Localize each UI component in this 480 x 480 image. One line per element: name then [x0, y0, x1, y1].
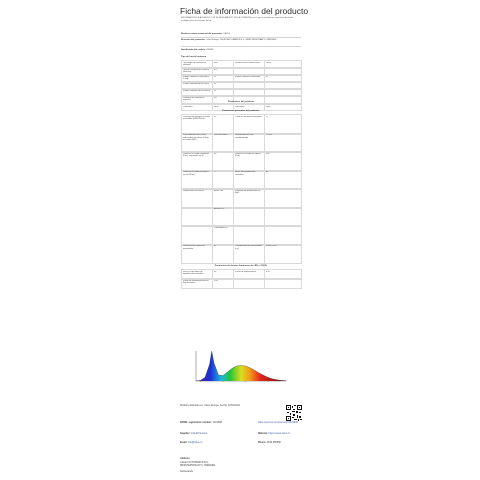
param-cell — [233, 151, 265, 172]
param-cell — [233, 188, 265, 209]
spectrum-area — [196, 351, 286, 381]
led-cell — [233, 278, 265, 289]
supplier-label: Nombre o marca comercial del proveedor: — [181, 33, 223, 35]
led-cell-text: Factor de supervivencia — [235, 270, 257, 273]
type-cell-text: Fuente luminosa de luz blanca: — [183, 89, 211, 92]
param-cell — [233, 225, 265, 246]
qr-code-icon — [286, 405, 302, 421]
param-cell-text: 0,00 — [266, 152, 270, 155]
supplier-row — [181, 33, 230, 36]
led-cell — [212, 278, 234, 289]
param-header-cell-text: Parámetro — [183, 105, 193, 108]
address-row — [181, 39, 301, 42]
eprel-value: 1419838 — [212, 421, 222, 424]
led-cell-text: 0,90 — [266, 270, 270, 273]
param-header-cell-text: Parámetro — [235, 105, 245, 108]
param-cell — [264, 133, 302, 154]
param-cell-text — [235, 227, 263, 245]
website-link[interactable]: https://www.calex.nl — [268, 432, 290, 435]
param-cell — [181, 207, 213, 228]
address-label: Dirección del proveedor: — [181, 39, 206, 41]
led-cell-text — [266, 280, 300, 288]
type-cell-text: Fuente luminosa de luz clara: — [183, 82, 210, 85]
param-cell — [233, 170, 265, 191]
type-cell-text: Tipo de casquillo de la fuente luminosa: — [183, 68, 209, 74]
param-cell-text: 80 — [266, 171, 269, 173]
spectrum-chart — [186, 348, 296, 388]
param-cell-text: Consumo de energía en modo encendido (kWh/1000 h) — [183, 115, 211, 121]
type-cell-text: Fuente luminosa conectable: — [235, 75, 261, 78]
led-cell-text — [235, 280, 263, 288]
param-cell-text: Coordenadas de cromaticidad (x y) — [235, 245, 262, 250]
param-cell — [181, 151, 213, 172]
param-cell — [212, 207, 234, 228]
page-title: Ficha de información del producto — [180, 6, 309, 16]
param-cell-text: Potencia en modo encendido (Pon), expresada en W — [183, 152, 209, 158]
model-label: Identificador del modelo: — [181, 49, 206, 51]
param-cell — [233, 133, 265, 154]
param-cell — [181, 170, 213, 191]
param-cell — [233, 114, 265, 135]
param-cell — [264, 244, 302, 265]
param-cell-text — [183, 227, 211, 245]
param-cell — [212, 170, 234, 191]
type-cell-text: Tecnología de iluminación utilizada: — [183, 61, 207, 67]
email-link[interactable]: info@calex.nl — [187, 441, 203, 444]
param-cell — [212, 244, 234, 265]
type-cell-text: SÍ — [266, 75, 268, 78]
type-cell-text: Fuente luminosa conectada a la red: — [183, 75, 210, 81]
param-cell — [264, 188, 302, 209]
address-footer-row — [180, 457, 190, 460]
param-cell-text: 40 — [214, 115, 217, 118]
supplier-footer-row — [180, 432, 207, 435]
param-header-cell-text: Valor — [214, 105, 219, 108]
param-cell — [212, 151, 234, 172]
param-cell — [212, 133, 234, 154]
param-cell-text: 40 — [214, 152, 217, 155]
param-cell — [181, 133, 213, 154]
param-cell-text — [183, 208, 211, 226]
param-cell-text: Anchura 95 — [214, 208, 225, 210]
type-cell-text: SÍ — [214, 82, 216, 85]
param-cell-text: Índice de reproducción cromática — [235, 171, 256, 176]
param-cell-text — [235, 208, 263, 226]
param-cell-text: Clase de eficiencia energética — [235, 115, 262, 118]
param-cell-text — [266, 227, 300, 245]
param-cell-text: 0,460 0,410 — [266, 245, 277, 247]
led-cell-text: 80 — [214, 270, 217, 273]
eprel-row — [180, 421, 222, 424]
param-cell-text: Potencia en modo de espera (Psb) — [235, 152, 261, 158]
section-led-heading: Parámetros de fuentes luminosas de LED y OLED: — [214, 265, 268, 267]
type-cell-text: NDLS — [266, 61, 272, 64]
param-cell — [233, 244, 265, 265]
divider — [181, 37, 301, 38]
model-row — [181, 49, 213, 52]
address-footer-value: CALEX AUTOMARKS B.V., MINISTERSTRAAT 6, WIERDEN — [180, 461, 216, 467]
param-cell — [212, 188, 234, 209]
param-cell-text: G — [266, 115, 268, 118]
type-cell-text: SÍ — [214, 75, 216, 78]
param-cell — [264, 225, 302, 246]
led-cell — [181, 278, 213, 289]
param-cell-text: 1960 en esfera — [214, 134, 228, 136]
country-value: Netherlands — [180, 470, 193, 473]
param-cell — [181, 244, 213, 265]
param-cell-text: Profundidad 95 — [214, 226, 228, 229]
type-cell-text: NO — [214, 96, 217, 99]
supplier-footer-value[interactable]: CALEX Europe — [191, 432, 208, 435]
param-cell — [181, 188, 213, 209]
type-cell-text: E27 — [214, 68, 218, 71]
section-general-heading: Parámetros generales del producto: — [222, 110, 260, 112]
phone-value: 0546 585858 — [266, 441, 281, 444]
led-cell-text: Factor de mantenimiento del flujo luminoso — [183, 279, 209, 285]
phone-label: Phone: — [258, 441, 267, 444]
param-cell-text: Flujo luminoso útil (Φuse), indicando si se refiere al flujo en esfera (360°) — [183, 134, 209, 142]
spectrum-svg — [186, 348, 296, 388]
param-cell — [181, 225, 213, 246]
param-cell — [264, 207, 302, 228]
eprel-link[interactable]: https://eprel.ec.europa.eu/qr/1419838 — [258, 421, 298, 424]
section-params-heading: Parámetros del producto — [228, 101, 254, 103]
param-cell-text: 2700 K — [266, 134, 273, 136]
type-cell-text: LED — [214, 61, 218, 64]
eprel-label: EPREL registration number: — [180, 421, 212, 424]
param-cell-text: Altura 140 — [214, 189, 224, 192]
param-cell-text: Temperatura de color correlacionada — [235, 134, 254, 139]
param-cell — [212, 114, 234, 135]
intro-text: INFORMACIÓN DE ACUERDO CON EL REGLAMENTO DE LA COMISIÓN por el que se establecen requisitos de diseño ecológico para las fuentes de luz — [181, 17, 294, 22]
param-cell-text — [266, 190, 300, 208]
param-cell — [264, 170, 302, 191]
divider — [181, 46, 301, 47]
param-cell — [181, 114, 213, 135]
generated-note: Modelo publicado por: Calex Europe, Fecha: 07/02/2022 — [180, 404, 240, 407]
supplier-footer-label: Supplier: — [180, 432, 191, 435]
model-value: 426088 — [206, 49, 214, 51]
website-label: Website: — [258, 432, 268, 435]
param-cell-text: Potencia en modo de espera en red (Pnet) — [183, 171, 209, 176]
address-footer-label: Address: — [180, 457, 191, 460]
led-cell-text: Valor R9 del índice de reproducción cromática — [183, 270, 204, 276]
param-cell-text: Diagrama de distribución del flujo — [235, 189, 261, 195]
type-cell-text: Producto de iluminación especial: — [183, 96, 205, 102]
param-cell-text: SÍ — [214, 245, 216, 247]
param-cell — [212, 225, 234, 246]
param-cell — [233, 207, 265, 228]
led-cell — [264, 278, 302, 289]
phone-row — [258, 441, 281, 444]
website-row — [258, 432, 290, 435]
param-header-cell-text: Valor — [266, 105, 271, 108]
section-type-heading: Tipo de fuente luminosa — [181, 56, 207, 58]
led-cell-text: 0,90 — [214, 279, 218, 282]
type-cell-text: SÍ — [214, 89, 216, 92]
param-cell — [264, 151, 302, 172]
address-value: Calex Europe, CALEX AUTOMARKS B.V., MINISTERSTRAAT 6, WIERDEN — [206, 39, 277, 41]
param-cell-text: Dimensiones exteriores — [183, 189, 204, 192]
param-cell — [264, 114, 302, 135]
param-cell-text: Declaración de potencia equivalente — [183, 245, 205, 250]
param-cell-text — [266, 208, 300, 226]
email-label: Email: — [180, 441, 188, 444]
supplier-value: CALEX — [223, 33, 231, 35]
email-row — [180, 441, 202, 444]
param-cell-text: — — [214, 171, 216, 173]
type-cell-text: No direccional o direccional: — [235, 61, 261, 64]
